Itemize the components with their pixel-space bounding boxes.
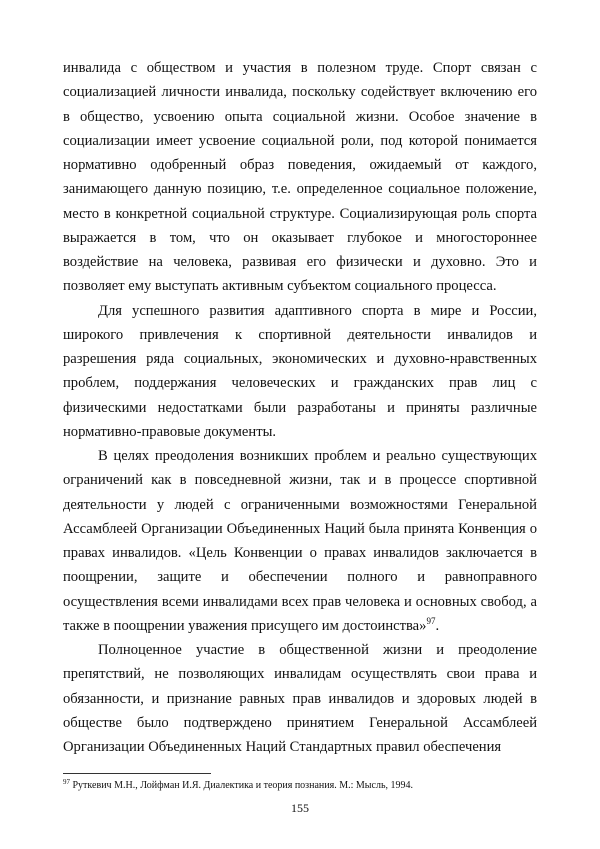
paragraph-4: Полноценное участие в общественной жизни и преодоление препятствий, не позволяющих инвалидам осуществлять свои права и обязанности, и признание равных прав инвалидов и здоровых людей в обществе было подтверждено принятием Генеральной Ассамблеей Организации Объединенных Наций Стандартных правил обеспечения [63,642,537,755]
footnote-text: Руткевич М.Н., Лойфман И.Я. Диалектика и теория познания. М.: Мысль, 1994. [72,780,413,791]
footnote-reference: 97 [426,615,436,626]
body-text [63,56,537,759]
paragraph-1: инвалида с обществом и участия в полезном труде. Спорт связан с социализацией личности инвалида, поскольку содействует включению его в общество, усвоению опыта социальной жизни. Особое значение в социализации имеет усвоение социальной роли, под которой понимается нормативно одобренный образ поведения, ожидаемый от каждого, занимающего данную позицию, т.е. определенное социальное положение, место в конкретной социальной структуре. Социализирующая роль спорта выражается в том, что он оказывает глубокое и многостороннее воздействие на человека, развивая его физически и духовно. Это и позволяет ему выступать активным субъектом социального процесса. [63,60,537,295]
footnote [63,779,537,792]
paragraph-3-text: В целях преодоления возникших проблем и реально существующих ограничений как в повседневной жизни, так и в процессе спортивной деятельности у людей с ограниченными возможностями Генеральной Ассамблеей Организации Объединенных Наций была принята Конвенция о правах инвалидов. «Цель Конвенции о правах инвалидов заключается в поощрении, защите и обеспечении полного и равноправного осуществления всеми инвалидами всех прав человека и основных свобод, а также в поощрении уважения присущего им достоинства» [63,448,537,634]
footnote-number: 97 [63,778,70,786]
footnote-divider [63,773,211,774]
paragraph-3-end: . [435,617,440,634]
paragraph-2: Для успешного развития адаптивного спорта в мире и России, широкого привлечения к спортивной деятельности инвалидов и разрешения ряда социальных, экономических и духовно-нравственных проблем, поддержания человеческих и гражданских прав лиц с физическими недостатками были разработаны и приняты различные нормативно-правовые документы. [63,302,537,440]
page-number: 155 [291,801,309,815]
paragraph-3 [63,444,537,638]
